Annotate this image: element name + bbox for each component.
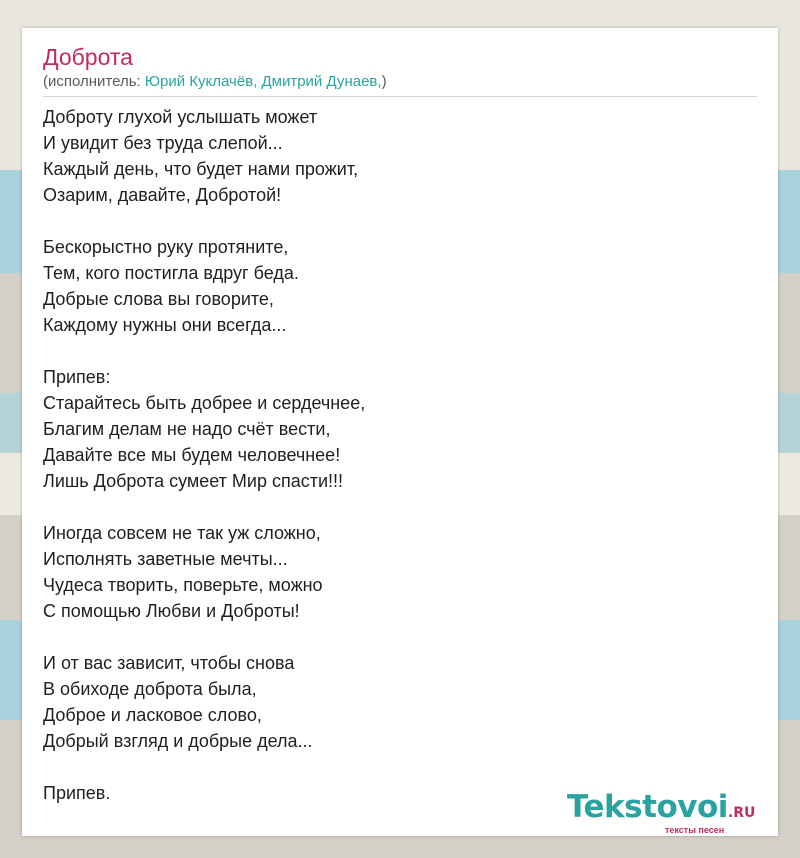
lyric-line: Бескорыстно руку протяните,	[43, 237, 289, 257]
lyrics-text	[43, 104, 365, 806]
stanza-gap	[43, 494, 365, 520]
lyric-line: И от вас зависит, чтобы снова	[43, 653, 295, 673]
lyric-line: И увидит без труда слепой...	[43, 133, 283, 153]
lyric-line: Припев.	[43, 783, 111, 803]
lyric-line: Исполнять заветные мечты...	[43, 549, 288, 569]
lyric-line: Каждый день, что будет нами прожит,	[43, 159, 359, 179]
stanza-gap	[43, 624, 365, 650]
lyric-line: Чудеса творить, поверьте, можно	[43, 575, 323, 595]
lyric-line: Давайте все мы будем человечнее!	[43, 445, 341, 465]
song-title: Доброта	[43, 44, 133, 70]
lyric-line: Лишь Доброта сумеет Мир спасти!!!	[43, 471, 344, 491]
lyric-line: Доброту глухой услышать может	[43, 107, 318, 127]
logo-tld: .RU	[727, 805, 756, 821]
logo-name: Tekstovoi	[567, 789, 728, 825]
stanza-gap	[43, 208, 365, 234]
site-logo[interactable]	[567, 790, 777, 836]
performers-line	[43, 73, 387, 91]
logo-wordmark	[567, 790, 755, 830]
logo-tagline: тексты песен	[665, 825, 725, 835]
lyric-line: Тем, кого постигла вдруг беда.	[43, 263, 299, 283]
lyric-line: Старайтесь быть добрее и сердечнее,	[43, 393, 366, 413]
performers-prefix: (исполнитель:	[43, 73, 145, 90]
lyric-line: Доброе и ласковое слово,	[43, 705, 262, 725]
lyric-line: Благим делам не надо счёт вести,	[43, 419, 331, 439]
divider	[43, 96, 757, 97]
lyric-line: Добрый взгляд и добрые дела...	[43, 731, 313, 751]
stanza-gap	[43, 754, 365, 780]
lyrics-card	[22, 28, 778, 836]
performers-suffix: )	[381, 73, 387, 90]
lyric-line: Иногда совсем не так уж сложно,	[43, 523, 321, 543]
lyric-line: Припев:	[43, 367, 111, 387]
lyric-line: Каждому нужны они всегда...	[43, 315, 287, 335]
lyric-line: С помощью Любви и Доброты!	[43, 601, 300, 621]
artist-links[interactable]: Юрий Куклачёв, Дмитрий Дунаев,	[144, 73, 382, 90]
lyric-line: Озарим, давайте, Добротой!	[43, 185, 282, 205]
lyric-line: Добрые слова вы говорите,	[43, 289, 274, 309]
stanza-gap	[43, 338, 365, 364]
lyric-line: В обиходе доброта была,	[43, 679, 257, 699]
